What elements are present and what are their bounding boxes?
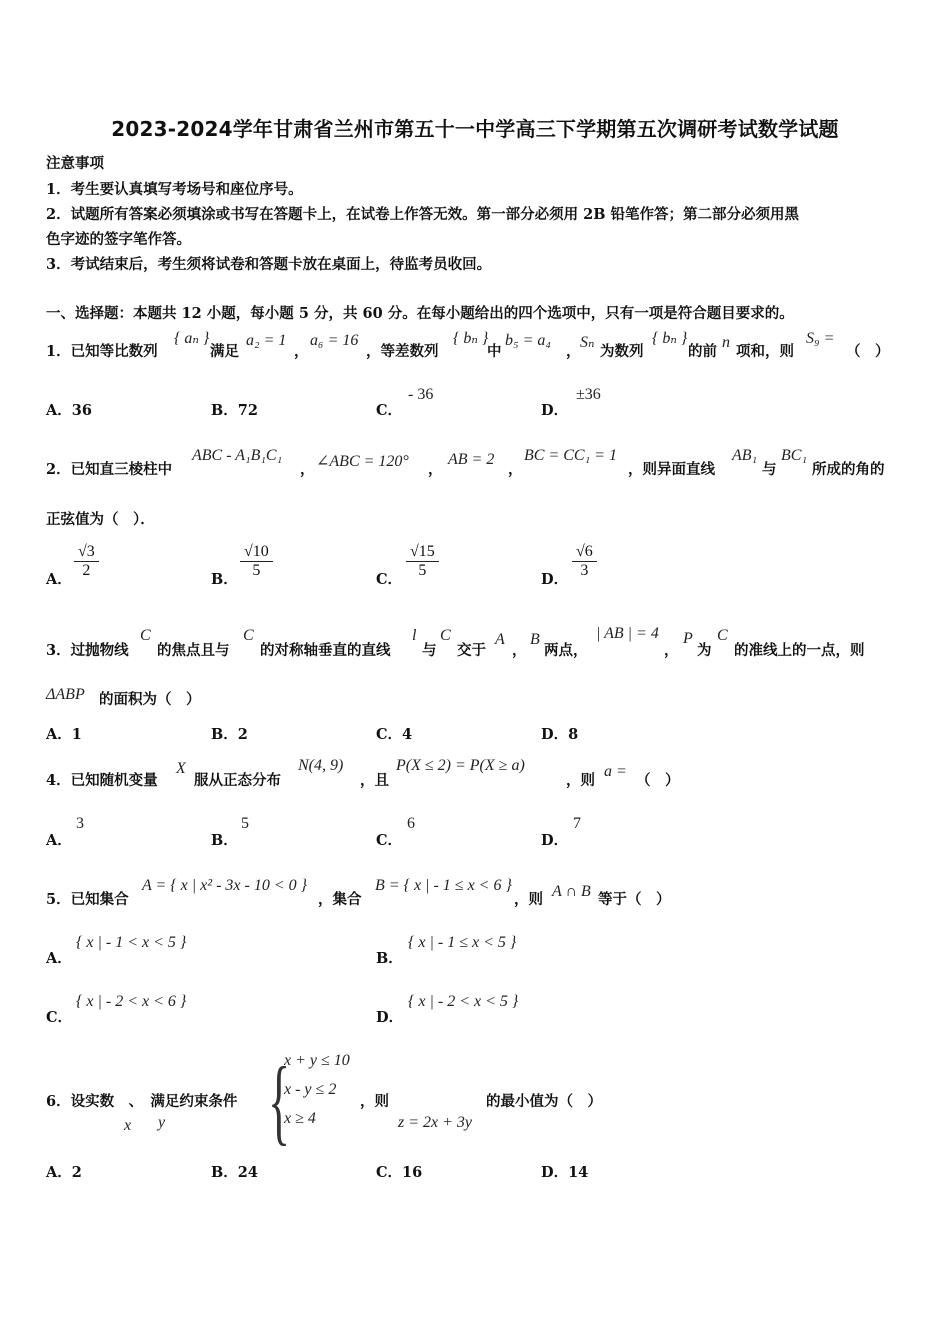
q2-math: BC₁ <box>781 447 808 464</box>
q2-text: 与 <box>762 461 777 478</box>
q2-text: 2．已知直三棱柱中 <box>46 461 173 478</box>
q3-math: A <box>495 631 505 648</box>
q6-text: 的最小值为（ ） <box>486 1093 602 1110</box>
notice-heading: 注意事项 <box>46 155 104 172</box>
q1-math: Sₙ <box>580 334 595 351</box>
q4-text: （ ） <box>636 772 680 789</box>
q3-math: l <box>412 627 417 644</box>
q6-option-b: B．24 <box>211 1164 258 1181</box>
q2-option-d: D． <box>541 571 569 588</box>
q5-math: A ∩ B <box>552 883 591 900</box>
q1-option-b: B．72 <box>211 402 258 419</box>
q6-constraint-1: x + y ≤ 10 <box>284 1052 350 1069</box>
q3-text: 与 <box>422 642 437 659</box>
q4-math: a = <box>604 763 627 780</box>
q3-option-c: C．4 <box>376 726 413 743</box>
notice-item: 3．考试结束后，考生须将试卷和答题卡放在桌面上，待监考员收回。 <box>46 256 492 273</box>
q3-text: 3．过抛物线 <box>46 642 129 659</box>
q6-text: ，则 <box>360 1093 389 1110</box>
q5-option-d: D． <box>376 1009 404 1026</box>
notice-item: 1．考生要认真填写考场号和座位序号。 <box>46 181 303 198</box>
q1-option-d: D． <box>541 402 569 419</box>
q3-math: C <box>243 627 254 644</box>
q4-text: ，则 <box>566 772 595 789</box>
q2-text: 正弦值为（ ）． <box>46 511 155 528</box>
q2-text: ， <box>508 461 523 478</box>
q3-text: 的准线上的一点，则 <box>734 642 865 659</box>
q5-option-c: C． <box>46 1009 73 1026</box>
q2-math: AB = 2 <box>448 451 495 468</box>
q1-option-c: C． <box>376 402 403 419</box>
q3-math: C <box>717 627 728 644</box>
q3-text: 两点， <box>544 642 588 659</box>
q6-math-y: y <box>158 1114 166 1131</box>
notice-item: 2．试题所有答案必须填涂或书写在答题卡上，在试卷上作答无效。第一部分必须用 2B 铅笔作答；第二部分必须用黑 <box>46 206 800 223</box>
q5-option-a-value: { x | - 1 < x < 5 } <box>76 934 187 951</box>
q6-option-a: A．2 <box>46 1164 82 1181</box>
q3-math: B <box>530 631 540 648</box>
q2-text: ， <box>428 461 443 478</box>
q2-option-b: B． <box>211 571 238 588</box>
q4-option-d: D． <box>541 832 569 849</box>
q1-text: 中 <box>487 343 502 360</box>
notice-item: 色字迹的签字笔作答。 <box>46 231 191 248</box>
q3-text: 的对称轴垂直的直线 <box>260 642 391 659</box>
q2-text: ， <box>300 461 315 478</box>
q1-text: 为数列 <box>600 343 644 360</box>
q6-text: 6．设实数 、 满足约束条件 <box>46 1093 238 1110</box>
q3-math: ΔABP <box>46 686 85 703</box>
q4-math: X <box>176 760 186 777</box>
q1-math: { bₙ } <box>453 330 489 347</box>
q6-math-z: z = 2x + 3y <box>398 1114 473 1131</box>
q1-text: ， <box>566 343 581 360</box>
q4-option-d-value: 7 <box>573 815 581 832</box>
q5-text: ，则 <box>514 891 543 908</box>
q1-math: n <box>722 334 730 351</box>
q4-math: P(X ≤ 2) = P(X ≥ a) <box>396 757 525 774</box>
q2-option-d-fraction: $\frac{√6}{3}$ <box>572 543 597 580</box>
q1-math: b₅ = a₄ <box>505 332 551 349</box>
q6-option-c: C．16 <box>376 1164 423 1181</box>
q3-option-d: D．8 <box>541 726 579 743</box>
q2-option-a: A． <box>46 571 72 588</box>
q3-option-a: A．1 <box>46 726 82 743</box>
q1-math: a₂ = 1 <box>246 332 287 349</box>
q1-text: （ ） <box>846 343 890 360</box>
q1-text: ，等差数列 <box>366 343 439 360</box>
q2-math: ABC - A₁B₁C₁ <box>192 447 283 464</box>
q1-option-a: A．36 <box>46 402 92 419</box>
q5-math: B = { x | - 1 ≤ x < 6 } <box>375 877 512 894</box>
q6-constraint-2: x - y ≤ 2 <box>284 1081 337 1098</box>
q2-math: AB₁ <box>732 447 758 464</box>
q3-math: | AB | = 4 <box>596 625 659 642</box>
page-title: 2023-2024学年甘肃省兰州市第五十一中学高三下学期第五次调研考试数学试题 <box>111 117 839 141</box>
q4-option-a-value: 3 <box>76 815 84 832</box>
q3-text: 的焦点且与 <box>157 642 230 659</box>
q4-option-c-value: 6 <box>407 815 415 832</box>
q1-text: 项和，则 <box>736 343 794 360</box>
q1-text: ， <box>294 343 309 360</box>
q5-text: 5．已知集合 <box>46 891 129 908</box>
q4-option-b: B． <box>211 832 238 849</box>
q3-text: ， <box>664 642 679 659</box>
q5-text: ，集合 <box>318 891 362 908</box>
q1-option-d-value: ±36 <box>576 386 601 403</box>
q1-math: S₉ = <box>806 330 835 347</box>
q2-option-c-fraction: $\frac{√15}{5}$ <box>406 543 439 580</box>
q4-option-b-value: 5 <box>241 815 249 832</box>
q1-text: 的前 <box>688 343 717 360</box>
q4-text: 服从正态分布 <box>194 772 281 789</box>
q3-math: C <box>440 627 451 644</box>
q2-math: BC = CC₁ = 1 <box>524 447 617 464</box>
q3-text: 为 <box>697 642 712 659</box>
q3-math: C <box>140 627 151 644</box>
q3-math: P <box>683 630 693 647</box>
q2-math: ∠ABC = 120° <box>316 453 409 470</box>
q2-option-b-fraction: $\frac{√10}{5}$ <box>240 543 273 580</box>
q1-text: 1．已知等比数列 <box>46 343 158 360</box>
q3-text: ， <box>512 642 527 659</box>
q5-math: A = { x | x² - 3x - 10 < 0 } <box>142 877 308 894</box>
q1-math: { bₙ } <box>652 330 688 347</box>
q5-option-d-value: { x | - 2 < x < 5 } <box>408 993 519 1010</box>
q6-option-d: D．14 <box>541 1164 589 1181</box>
q4-option-a: A． <box>46 832 72 849</box>
q3-option-b: B．2 <box>211 726 248 743</box>
q2-text: ，则异面直线 <box>628 461 715 478</box>
q3-text: 的面积为（ ） <box>99 691 201 708</box>
q2-option-c: C． <box>376 571 403 588</box>
q6-constraint-3: x ≥ 4 <box>284 1110 316 1127</box>
q6-math-x: x <box>124 1117 132 1134</box>
section-heading: 一、选择题：本题共 12 小题，每小题 5 分，共 60 分。在每小题给出的四个选项中，只有一项是符合题目要求的。 <box>46 305 794 322</box>
q5-option-b: B． <box>376 950 403 967</box>
q4-option-c: C． <box>376 832 403 849</box>
q1-math: { aₙ } <box>174 330 210 347</box>
q5-option-c-value: { x | - 2 < x < 6 } <box>76 993 187 1010</box>
q4-text: 4．已知随机变量 <box>46 772 158 789</box>
q6-brace: { <box>268 1047 291 1155</box>
q1-math: a₆ = 16 <box>310 332 359 349</box>
q5-option-a: A． <box>46 950 72 967</box>
q1-option-c-value: - 36 <box>408 386 434 403</box>
q4-text: ，且 <box>360 772 389 789</box>
q1-text: 满足 <box>210 343 239 360</box>
q3-text: 交于 <box>457 642 486 659</box>
q2-text: 所成的角的 <box>812 461 885 478</box>
q5-text: 等于（ ） <box>598 891 671 908</box>
q2-option-a-fraction: $\frac{√3}{2}$ <box>74 543 99 580</box>
q4-math: N(4, 9) <box>298 757 344 774</box>
q5-option-b-value: { x | - 1 ≤ x < 5 } <box>408 934 517 951</box>
